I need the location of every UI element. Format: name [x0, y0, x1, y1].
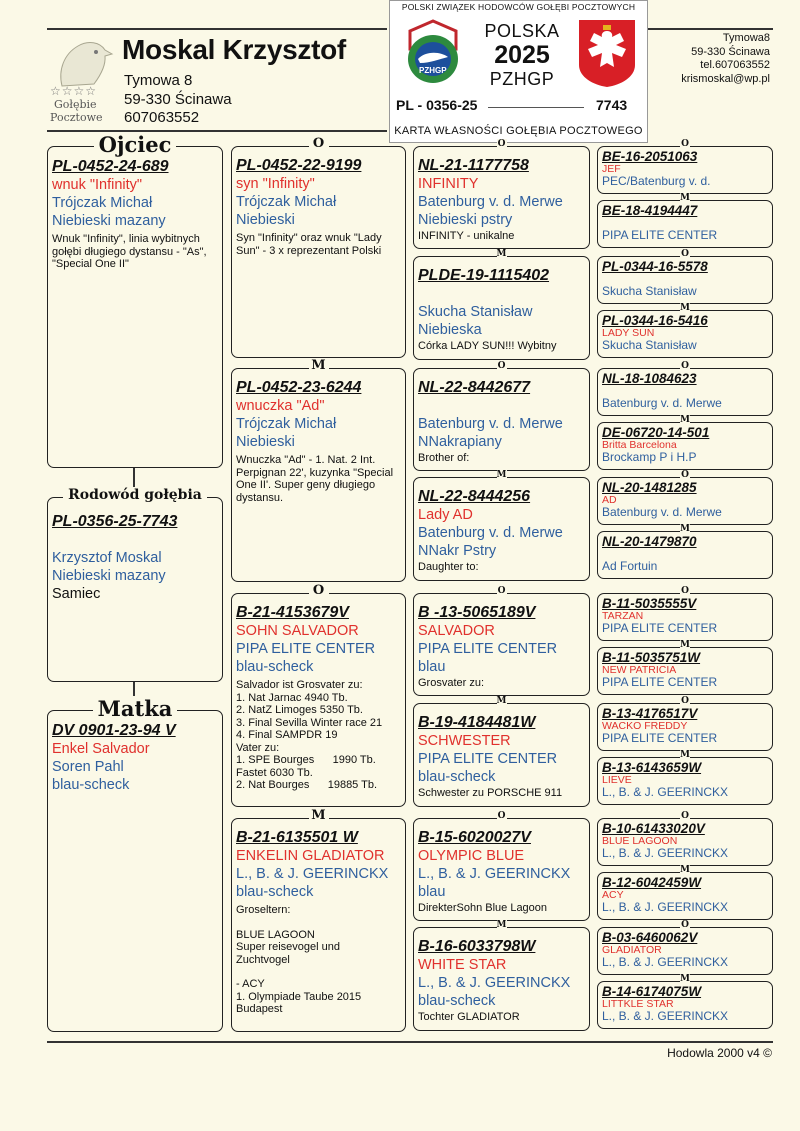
stamp-top-text: POLSKI ZWIĄZEK HODOWCÓW GOŁĘBI POCZTOWYCH	[401, 2, 636, 12]
sex-marker-m: M	[496, 249, 507, 259]
gen3-color: blau-scheck	[418, 993, 496, 1009]
right-line1: Tymowa8	[722, 32, 770, 44]
gen2-mm-color: blau-scheck	[236, 884, 314, 900]
father-color: Niebieski mazany	[52, 213, 166, 229]
gen4-breeder: PIPA ELITE CENTER	[602, 621, 718, 635]
gen4-name: WACKO FREDDY	[602, 720, 688, 732]
header-address-line2: 59-330 Ścinawa	[124, 91, 232, 108]
stamp-org: PZHGP	[489, 69, 555, 89]
stamp-country: POLSKA	[484, 21, 560, 41]
gen3-breeder: Batenburg v. d. Merwe	[418, 525, 563, 541]
note-line: Vater zu:	[236, 741, 280, 754]
stamp-ring-number: PL - 0356-25	[396, 97, 478, 113]
gen3-name: SALVADOR	[418, 623, 495, 639]
gen3-color: Niebieski pstry	[418, 212, 513, 228]
sex-marker-o: O	[681, 470, 689, 480]
gen4-id: B-10-61433020V	[602, 821, 705, 836]
gen4-name: LADY SUN	[602, 327, 655, 339]
gen3-card[interactable]	[413, 470, 590, 581]
note-line: Super reisevogel und	[236, 941, 340, 953]
stamp-seal-text: PZHGP	[419, 66, 447, 75]
sex-marker-m: M	[680, 415, 690, 425]
gen4-breeder: Ad Fortuin	[602, 559, 658, 573]
gen4-name	[602, 549, 769, 559]
note-line: 3. Final Sevilla Winter race 21	[236, 716, 383, 729]
gen4-name	[602, 386, 769, 396]
gen3-name: SCHWESTER	[418, 733, 511, 749]
note-line: 2. Nat Bourges 19885 Tb.	[236, 779, 378, 791]
subject-color: Niebieski mazany	[52, 568, 166, 584]
gen4-name: GLADIATOR	[602, 944, 662, 956]
gen4-id: NL-20-1479870	[602, 534, 697, 549]
gen3-note: Daughter to:	[418, 561, 479, 573]
gen4-breeder: PEC/Batenburg v. d.	[602, 174, 711, 188]
gen4-id: B-13-4176517V	[602, 706, 698, 721]
gen2-mf-id: B-21-4153679V	[236, 604, 349, 621]
gen2-mm-name: ENKELIN GLADIATOR	[236, 848, 385, 864]
gen2-mm-breeder: L., B. & J. GEERINCKX	[236, 866, 389, 882]
gen4-id: PL-0344-16-5416	[602, 313, 708, 328]
sex-marker-o: O	[681, 586, 689, 596]
gen3-card[interactable]	[413, 920, 590, 1031]
gen2-fm-color: Niebieski	[236, 434, 295, 450]
gen3-card[interactable]	[413, 249, 590, 360]
gen3-id: B -13-5065189V	[418, 604, 536, 621]
gen3-note: INFINITY - unikalne	[418, 230, 515, 242]
gen2-mf-color: blau-scheck	[236, 659, 314, 675]
gen4-breeder: Skucha Stanisław	[602, 338, 697, 352]
gen2-mf-name: SOHN SALVADOR	[236, 623, 359, 639]
stamp-ring-serial: 7743	[596, 97, 628, 113]
gen4-name: LITTKLE STAR	[602, 998, 674, 1010]
note-line: 1. Nat Jarnac 4940 Tb.	[236, 691, 348, 704]
sex-marker-m: M	[309, 809, 329, 823]
note-line: BLUE LAGOON	[236, 928, 315, 941]
note-line: Zuchtvogel	[236, 953, 290, 966]
sex-marker-o: O	[681, 811, 689, 821]
father-note: Wnuk "Infinity", linia wybitnych gołębi długiego dystansu - "As", "Special One II"	[52, 233, 207, 270]
gen3-note: Schwester zu PORSCHE 911	[418, 787, 563, 799]
right-line2: 59-330 Ścinawa	[691, 45, 770, 58]
header-address-line1: Tymowa 8	[124, 72, 193, 89]
gen4-card[interactable]	[597, 920, 773, 975]
header-top-rule	[47, 28, 387, 30]
stamp-year: 2025	[494, 41, 550, 69]
note-line	[236, 917, 402, 929]
breeder-name: Moskal Krzysztof	[122, 34, 346, 65]
gen4-name: Britta Barcelona	[602, 439, 677, 451]
gen4-breeder: PIPA ELITE CENTER	[602, 731, 718, 745]
gen4-card[interactable]	[597, 361, 773, 416]
mother-color: blau-scheck	[52, 777, 130, 793]
sex-marker-m: M	[680, 750, 690, 760]
gen4-breeder: Skucha Stanisław	[602, 284, 697, 298]
logo-text-line1: Gołębie	[54, 98, 97, 111]
father-card[interactable]	[47, 132, 223, 468]
gen3-breeder: Batenburg v. d. Merwe	[418, 194, 563, 210]
gen4-breeder: PIPA ELITE CENTER	[602, 675, 718, 689]
father-breeder: Trójczak Michał	[52, 195, 153, 211]
gen4-breeder: Batenburg v. d. Merwe	[602, 396, 722, 410]
sex-marker-o: O	[497, 811, 506, 821]
sex-marker-m: M	[680, 303, 690, 313]
gen3-id: B-16-6033798W	[418, 938, 536, 955]
sex-marker-m: M	[309, 359, 329, 373]
father-name: wnuk "Infinity"	[52, 177, 143, 193]
gen2-fm-name: wnuczka "Ad"	[236, 398, 325, 414]
sex-marker-o: O	[497, 361, 506, 371]
gen4-name: ACY	[602, 889, 624, 901]
gen3-breeder: PIPA ELITE CENTER	[418, 641, 558, 657]
note-line: 1. Olympiade Taube 2015	[236, 990, 362, 1003]
sex-marker-m: M	[680, 865, 690, 875]
father-label: Ojciec	[94, 132, 177, 157]
stamp-underline	[488, 107, 584, 108]
gen4-id: DE-06720-14-501	[602, 425, 710, 440]
gen2-ff-note: Syn "Infinity" oraz wnuk "Lady Sun" - 3 x reprezentant Polski	[236, 232, 382, 257]
sex-marker-m: M	[680, 524, 690, 534]
note-line: Fastet 6030 Tb.	[236, 766, 313, 779]
footer-rule	[47, 1041, 773, 1043]
sex-marker-o: O	[681, 139, 689, 149]
mother-id: DV 0901-23-94 V	[52, 722, 176, 739]
gen4-breeder: L., B. & J. GEERINCKX	[602, 955, 729, 969]
logo-stars: ☆☆☆☆	[50, 84, 98, 98]
note-line: Groseltern:	[236, 904, 291, 916]
gen3-note: Grosvater zu:	[418, 677, 485, 689]
gen3-breeder: Skucha Stanisław	[418, 304, 533, 320]
gen3-note: DirekterSohn Blue Lagoon	[418, 902, 548, 914]
gen4-id: NL-18-1084623	[602, 371, 697, 386]
gen3-id: NL-21-1177758	[418, 157, 529, 174]
polish-eagle-emblem	[576, 17, 638, 89]
subject-card[interactable]	[47, 487, 223, 682]
gen3-name	[418, 397, 586, 415]
gen3-color: blau-scheck	[418, 769, 496, 785]
subject-breeder: Krzysztof Moskal	[52, 550, 162, 566]
gen4-id: NL-20-1481285	[602, 480, 697, 495]
gen4-id: BE-18-4194447	[602, 203, 698, 218]
sex-marker-o: O	[681, 696, 689, 706]
gen2-ff-name: syn "Infinity"	[236, 176, 315, 192]
gen3-note: Brother of:	[418, 452, 470, 464]
pigeon-logo	[50, 36, 116, 126]
gen4-name: BLUE LAGOON	[602, 835, 678, 847]
gen4-card[interactable]	[597, 470, 773, 525]
gen3-card[interactable]	[413, 696, 590, 807]
sex-marker-m: M	[496, 470, 507, 480]
gen3-color: blau	[418, 659, 446, 675]
note-line: 2. NatZ Limoges 5350 Tb.	[236, 704, 363, 716]
header-phone: 607063552	[124, 109, 200, 126]
gen2-fm-id: PL-0452-23-6244	[236, 379, 362, 396]
pedigree-label: Rodowód gołębia	[63, 487, 207, 503]
note-line: Salvador ist Grosvater zu:	[236, 679, 363, 691]
sex-marker-m: M	[680, 193, 690, 203]
header-right-contact	[681, 32, 770, 86]
subject-id: PL-0356-25-7743	[52, 513, 178, 530]
gen2-mf-note	[236, 679, 402, 792]
gen3-breeder: L., B. & J. GEERINCKX	[418, 866, 571, 882]
footer-version: Hodowla 2000 v4 ©	[667, 1046, 772, 1060]
gen4-id: B-03-6460062V	[602, 930, 698, 945]
gen2-card-mf[interactable]	[231, 583, 406, 807]
ownership-card-stamp	[389, 0, 648, 143]
father-id: PL-0452-24-689	[52, 158, 169, 175]
gen4-breeder: PIPA ELITE CENTER	[602, 228, 718, 242]
gen3-color: NNakrapiany	[418, 434, 502, 450]
sex-marker-o: O	[681, 249, 689, 259]
gen4-card[interactable]	[597, 696, 773, 751]
sex-marker-m: M	[680, 640, 690, 650]
gen4-name: TARZAN	[602, 610, 644, 622]
gen4-breeder: Batenburg v. d. Merwe	[602, 505, 722, 519]
gen2-ff-color: Niebieski	[236, 212, 295, 228]
gen3-name	[418, 285, 586, 303]
sex-marker-o: O	[497, 586, 506, 596]
gen4-name: NEW PATRICIA	[602, 664, 677, 676]
note-line: 1. SPE Bourges 1990 Tb.	[236, 754, 376, 766]
gen4-breeder: Brockamp P i H.P	[602, 450, 697, 464]
stamp-card-title: KARTA WŁASNOŚCI GOŁĘBIA POCZTOWEGO	[394, 125, 643, 137]
note-line: - ACY	[236, 978, 265, 990]
gen2-card-fm[interactable]	[231, 358, 406, 582]
gen2-mm-id: B-21-6135501 W	[236, 829, 358, 846]
gen4-card[interactable]	[597, 524, 773, 579]
gen2-mm-note	[236, 904, 402, 1016]
gen4-id: B-14-6174075W	[602, 984, 702, 999]
gen4-card[interactable]	[597, 865, 773, 920]
gen2-ff-id: PL-0452-22-9199	[236, 157, 362, 174]
stamp-seal-icon	[400, 17, 466, 87]
gen3-color: blau	[418, 884, 446, 900]
gen4-id: PL-0344-16-5578	[602, 259, 708, 274]
gen3-note: Córka LADY SUN!!! Wybitny	[418, 340, 557, 352]
gen3-note: Tochter GLADIATOR	[418, 1011, 520, 1023]
gen4-name: JEF	[602, 163, 621, 175]
gen4-name: AD	[602, 494, 617, 506]
gen3-id: NL-22-8442677	[418, 379, 531, 396]
mother-breeder: Soren Pahl	[52, 759, 124, 775]
note-line: 4. Final SAMPDR 19	[236, 729, 338, 741]
gen4-card[interactable]	[597, 249, 773, 304]
gen3-card[interactable]	[413, 139, 590, 249]
gen3-breeder: PIPA ELITE CENTER	[418, 751, 558, 767]
gen4-card[interactable]	[597, 974, 773, 1029]
sex-marker-o: O	[681, 361, 689, 371]
right-line4: krismoskal@wp.pl	[681, 72, 770, 85]
gen2-fm-breeder: Trójczak Michał	[236, 416, 337, 432]
gen3-id: NL-22-8444256	[418, 488, 531, 505]
gen3-name: OLYMPIC BLUE	[418, 848, 525, 864]
header-top-rule-right	[648, 28, 773, 30]
gen3-card[interactable]	[413, 811, 590, 921]
mother-label: Matka	[93, 696, 178, 721]
gen3-id: B-15-6020027V	[418, 829, 531, 846]
gen4-breeder: L., B. & J. GEERINCKX	[602, 846, 729, 860]
sex-marker-o: O	[497, 139, 506, 149]
note-line	[236, 966, 402, 978]
gen3-card[interactable]	[413, 361, 590, 471]
gen4-breeder: L., B. & J. GEERINCKX	[602, 785, 729, 799]
gen4-card[interactable]	[597, 139, 773, 194]
gen4-id: B-12-6042459W	[602, 875, 702, 890]
gen3-id: B-19-4184481W	[418, 714, 536, 731]
gen4-id: B-11-5035555V	[602, 596, 697, 611]
gen2-card-mm[interactable]	[231, 808, 406, 1032]
gen4-card[interactable]	[597, 193, 773, 248]
gen2-card-ff[interactable]	[231, 136, 406, 358]
mother-name: Enkel Salvador	[52, 741, 150, 757]
logo-text-line2: Pocztowe	[50, 111, 103, 124]
sex-marker-m: M	[496, 920, 507, 930]
gen4-card[interactable]	[597, 415, 773, 470]
note-line: Budapest	[236, 1003, 283, 1015]
sex-marker-o: O	[681, 920, 689, 930]
gen2-ff-breeder: Trójczak Michał	[236, 194, 337, 210]
gen4-id: BE-16-2051063	[602, 149, 698, 164]
gen3-name: WHITE STAR	[418, 957, 507, 973]
sex-marker-m: M	[680, 974, 690, 984]
gen3-breeder: L., B. & J. GEERINCKX	[418, 975, 571, 991]
gen4-name	[602, 218, 769, 228]
right-line3: tel.607063552	[700, 59, 770, 71]
gen4-card[interactable]	[597, 640, 773, 695]
gen4-card[interactable]	[597, 750, 773, 805]
gen3-id: PLDE-19-1115402	[418, 267, 550, 284]
sex-marker-m: M	[496, 696, 507, 706]
sex-marker-o: O	[309, 584, 329, 598]
gen4-card[interactable]	[597, 586, 773, 641]
gen3-name: INFINITY	[418, 176, 479, 192]
gen4-breeder: L., B. & J. GEERINCKX	[602, 1009, 729, 1023]
gen3-card[interactable]	[413, 586, 590, 696]
gen3-breeder: Batenburg v. d. Merwe	[418, 416, 563, 432]
mother-card[interactable]	[47, 696, 223, 1032]
gen4-breeder: L., B. & J. GEERINCKX	[602, 900, 729, 914]
gen2-mf-breeder: PIPA ELITE CENTER	[236, 641, 376, 657]
gen3-color: Niebieska	[418, 322, 482, 338]
gen4-id: B-11-5035751W	[602, 650, 701, 665]
gen3-color: NNakr Pstry	[418, 543, 497, 559]
gen4-card[interactable]	[597, 303, 773, 358]
gen4-name	[602, 274, 769, 284]
gen3-name: Lady AD	[418, 507, 473, 523]
subject-sex: Samiec	[52, 586, 101, 602]
gen4-name: LIEVE	[602, 774, 632, 786]
gen4-card[interactable]	[597, 811, 773, 866]
sex-marker-o: O	[309, 137, 329, 151]
gen4-id: B-13-6143659W	[602, 760, 702, 775]
gen2-fm-note: Wnuczka "Ad" - 1. Nat. 2 Int. Perpignan 22', kuzynka "Special One II'. Super geny długiego dystansu.	[236, 454, 394, 504]
